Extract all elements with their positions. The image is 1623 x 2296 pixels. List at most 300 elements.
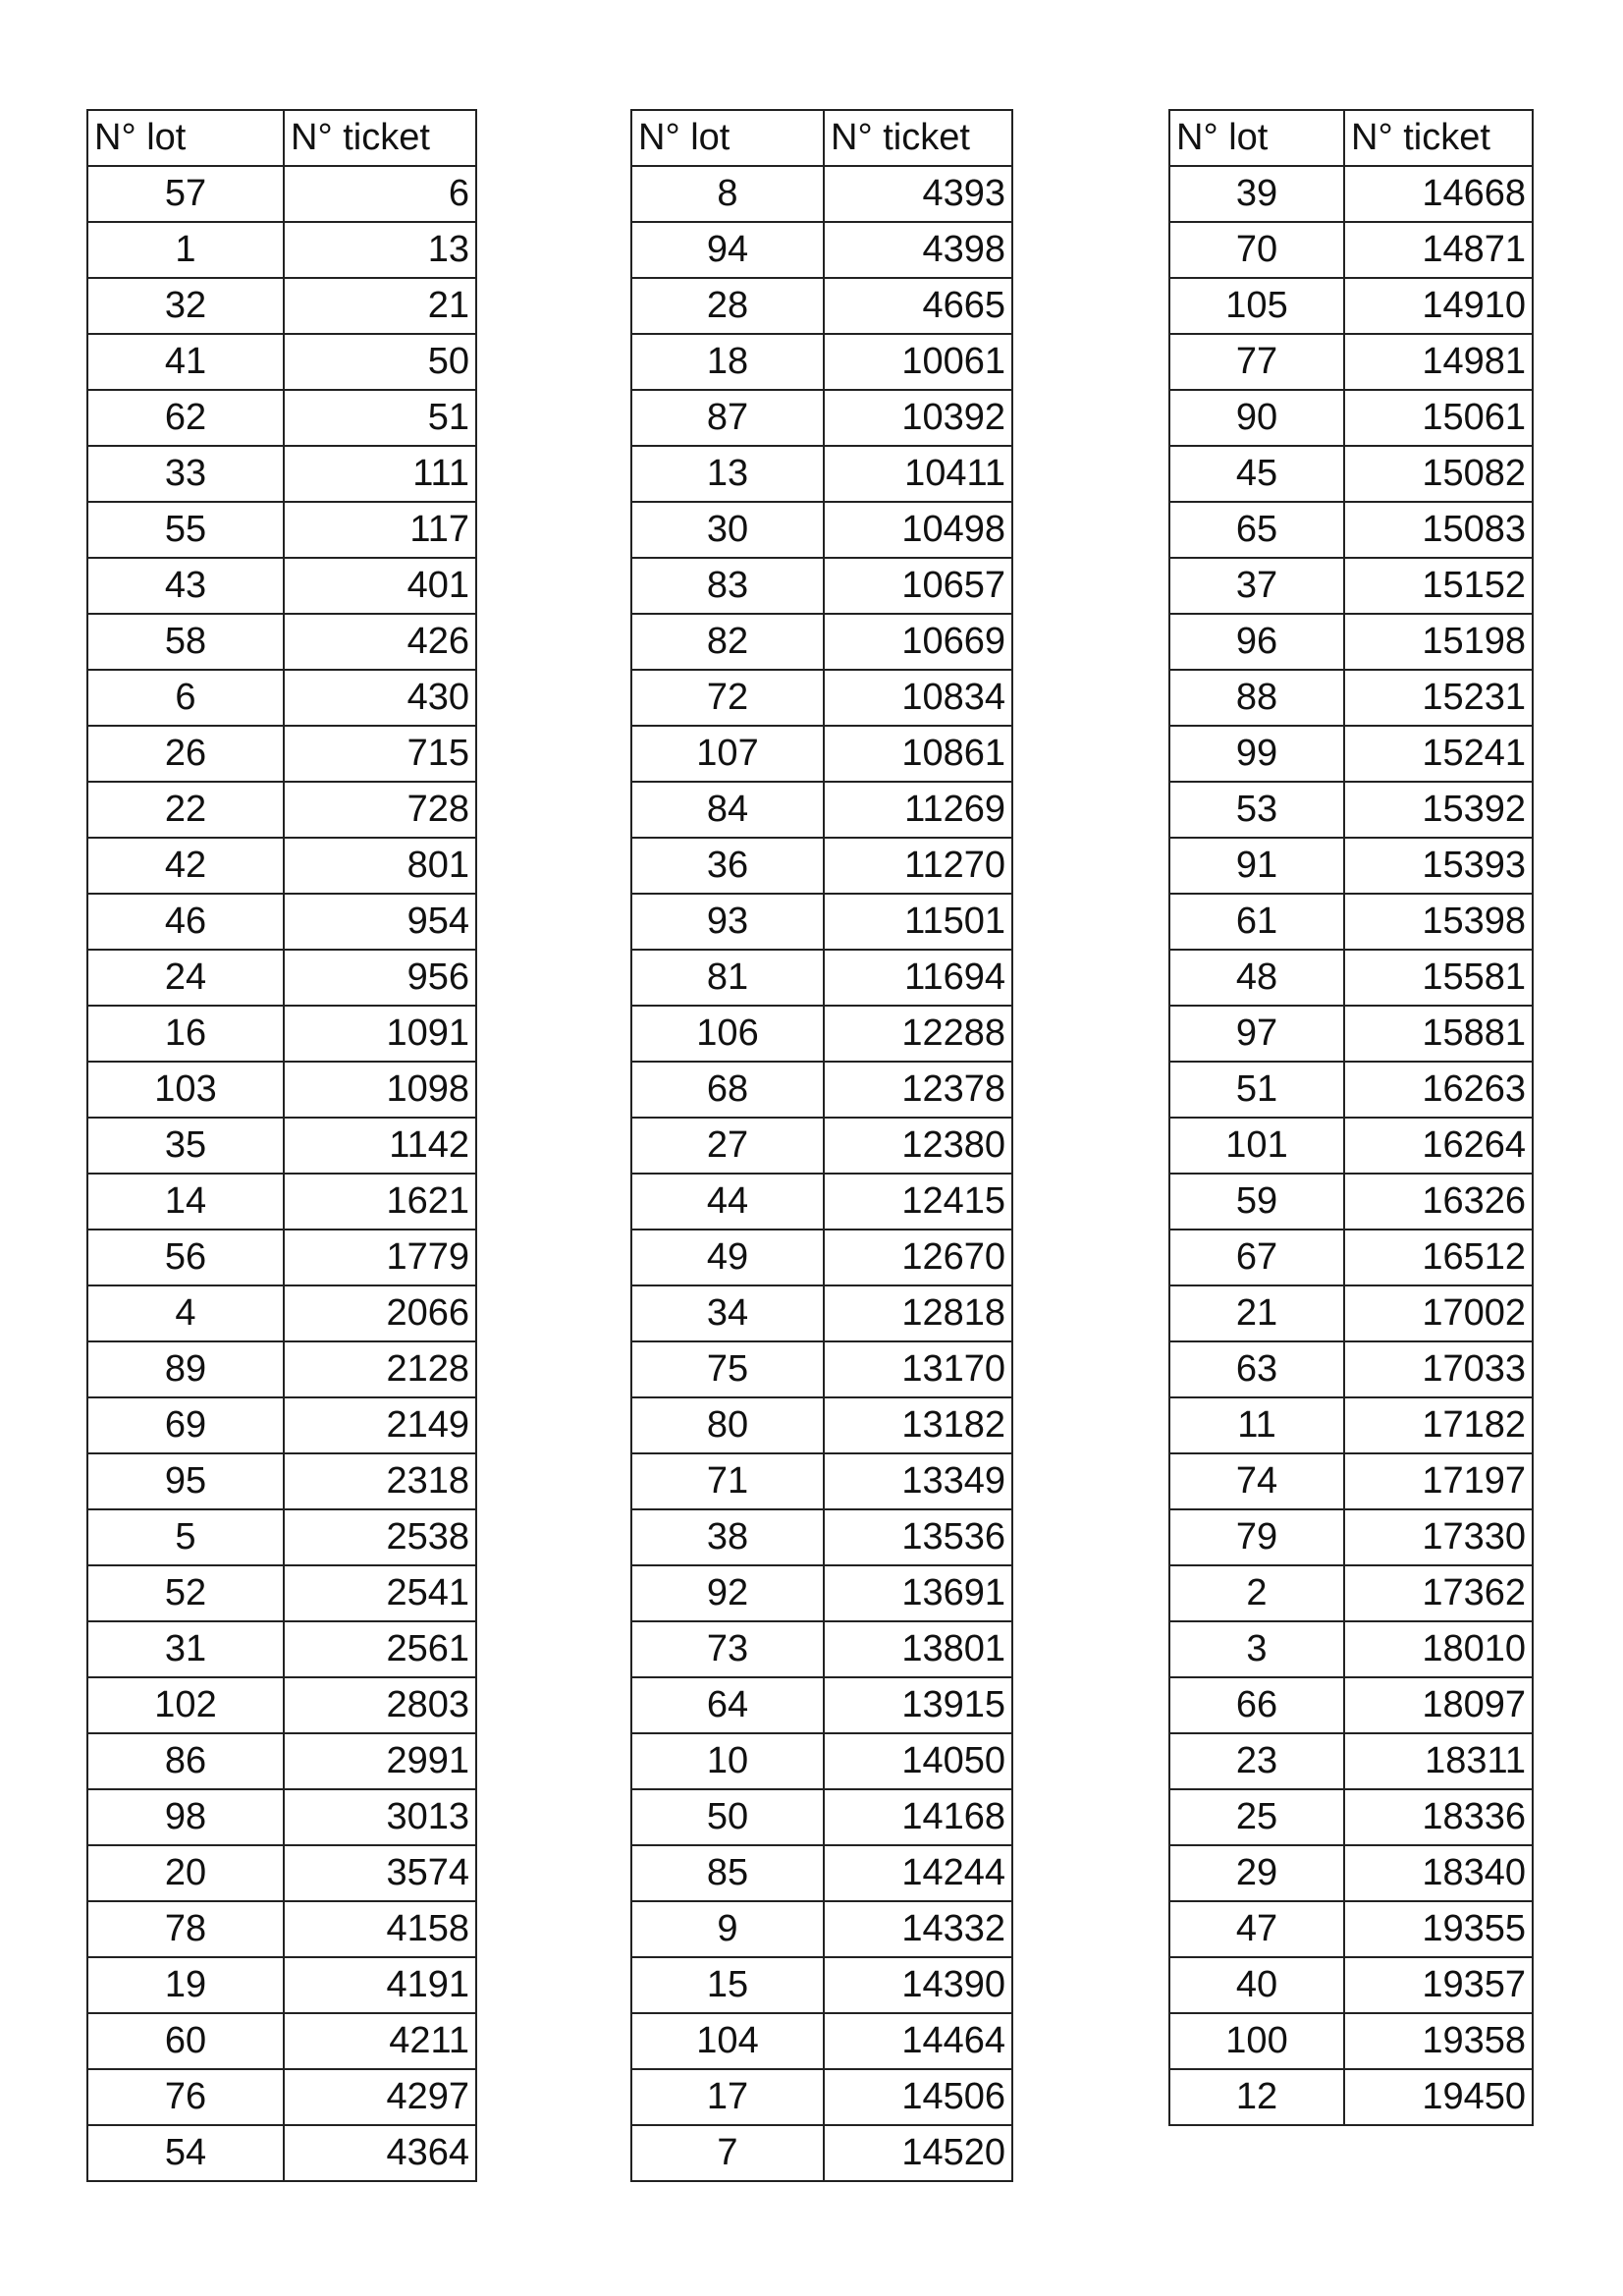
cell-lot-number: 23 <box>1169 1733 1344 1789</box>
table-row <box>631 1957 1012 2013</box>
cell-ticket-number: 15398 <box>1344 894 1533 950</box>
cell-ticket-number: 15393 <box>1344 838 1533 894</box>
cell-lot-number: 54 <box>87 2125 284 2181</box>
table-row <box>87 446 476 502</box>
table-row <box>631 558 1012 614</box>
table-row <box>631 1118 1012 1174</box>
cell-ticket-number: 4158 <box>284 1901 476 1957</box>
cell-lot-number: 5 <box>87 1509 284 1565</box>
cell-ticket-number: 19450 <box>1344 2069 1533 2125</box>
cell-lot-number: 71 <box>631 1453 824 1509</box>
header-lot: N° lot <box>1169 110 1344 166</box>
cell-lot-number: 96 <box>1169 614 1344 670</box>
cell-ticket-number: 19358 <box>1344 2013 1533 2069</box>
cell-lot-number: 25 <box>1169 1789 1344 1845</box>
cell-ticket-number: 1142 <box>284 1118 476 1174</box>
table-row <box>631 1845 1012 1901</box>
table-row <box>631 1733 1012 1789</box>
cell-ticket-number: 21 <box>284 278 476 334</box>
cell-lot-number: 99 <box>1169 726 1344 782</box>
cell-lot-number: 20 <box>87 1845 284 1901</box>
table-row <box>1169 782 1533 838</box>
table-row <box>1169 1174 1533 1230</box>
cell-lot-number: 105 <box>1169 278 1344 334</box>
cell-ticket-number: 15231 <box>1344 670 1533 726</box>
header-ticket: N° ticket <box>824 110 1012 166</box>
cell-ticket-number: 16263 <box>1344 1062 1533 1118</box>
table-row <box>631 1341 1012 1397</box>
table-row <box>87 222 476 278</box>
cell-lot-number: 93 <box>631 894 824 950</box>
cell-lot-number: 62 <box>87 390 284 446</box>
table-row <box>87 782 476 838</box>
table-row <box>1169 166 1533 222</box>
table-row <box>631 782 1012 838</box>
table-row <box>87 670 476 726</box>
cell-ticket-number: 426 <box>284 614 476 670</box>
table-row <box>1169 390 1533 446</box>
cell-lot-number: 4 <box>87 1285 284 1341</box>
table-row <box>87 502 476 558</box>
cell-ticket-number: 2561 <box>284 1621 476 1677</box>
header-ticket: N° ticket <box>284 110 476 166</box>
cell-lot-number: 30 <box>631 502 824 558</box>
cell-lot-number: 1 <box>87 222 284 278</box>
cell-ticket-number: 14332 <box>824 1901 1012 1957</box>
table-row <box>87 1006 476 1062</box>
table-row <box>1169 614 1533 670</box>
table-row <box>1169 1957 1533 2013</box>
cell-ticket-number: 117 <box>284 502 476 558</box>
cell-ticket-number: 15581 <box>1344 950 1533 1006</box>
table-row <box>1169 2069 1533 2125</box>
cell-ticket-number: 2541 <box>284 1565 476 1621</box>
cell-ticket-number: 18336 <box>1344 1789 1533 1845</box>
cell-lot-number: 3 <box>1169 1621 1344 1677</box>
table-row <box>631 894 1012 950</box>
table-row <box>631 1230 1012 1285</box>
cell-lot-number: 106 <box>631 1006 824 1062</box>
cell-lot-number: 44 <box>631 1174 824 1230</box>
cell-ticket-number: 2318 <box>284 1453 476 1509</box>
cell-ticket-number: 14244 <box>824 1845 1012 1901</box>
table-row <box>87 1565 476 1621</box>
cell-ticket-number: 11270 <box>824 838 1012 894</box>
cell-ticket-number: 19355 <box>1344 1901 1533 1957</box>
table-row <box>1169 1397 1533 1453</box>
table-row <box>87 1677 476 1733</box>
table-row <box>87 1901 476 1957</box>
table-row <box>87 390 476 446</box>
table-row <box>87 1733 476 1789</box>
cell-lot-number: 6 <box>87 670 284 726</box>
cell-ticket-number: 2128 <box>284 1341 476 1397</box>
cell-ticket-number: 14981 <box>1344 334 1533 390</box>
cell-ticket-number: 12288 <box>824 1006 1012 1062</box>
table-row <box>87 1509 476 1565</box>
table-row <box>1169 1453 1533 1509</box>
cell-lot-number: 50 <box>631 1789 824 1845</box>
table-row <box>631 2069 1012 2125</box>
cell-ticket-number: 18340 <box>1344 1845 1533 1901</box>
table-row <box>631 670 1012 726</box>
table-row <box>631 166 1012 222</box>
table-row <box>1169 1621 1533 1677</box>
cell-ticket-number: 11694 <box>824 950 1012 1006</box>
cell-lot-number: 15 <box>631 1957 824 2013</box>
cell-lot-number: 21 <box>1169 1285 1344 1341</box>
header-ticket: N° ticket <box>1344 110 1533 166</box>
table-row <box>631 1509 1012 1565</box>
cell-ticket-number: 15152 <box>1344 558 1533 614</box>
cell-ticket-number: 14464 <box>824 2013 1012 2069</box>
table-row <box>87 1062 476 1118</box>
cell-lot-number: 82 <box>631 614 824 670</box>
cell-lot-number: 57 <box>87 166 284 222</box>
cell-ticket-number: 14168 <box>824 1789 1012 1845</box>
table-row <box>1169 1677 1533 1733</box>
table-row <box>631 838 1012 894</box>
cell-lot-number: 32 <box>87 278 284 334</box>
table-row <box>87 1621 476 1677</box>
cell-ticket-number: 17182 <box>1344 1397 1533 1453</box>
cell-lot-number: 28 <box>631 278 824 334</box>
table-row <box>1169 726 1533 782</box>
cell-lot-number: 24 <box>87 950 284 1006</box>
table-row <box>1169 1118 1533 1174</box>
table-row <box>631 446 1012 502</box>
cell-lot-number: 78 <box>87 1901 284 1957</box>
cell-lot-number: 46 <box>87 894 284 950</box>
cell-lot-number: 87 <box>631 390 824 446</box>
table-row <box>1169 1285 1533 1341</box>
table-row <box>1169 334 1533 390</box>
cell-ticket-number: 4398 <box>824 222 1012 278</box>
cell-ticket-number: 11269 <box>824 782 1012 838</box>
table-row <box>631 1565 1012 1621</box>
table-row <box>1169 1230 1533 1285</box>
cell-lot-number: 52 <box>87 1565 284 1621</box>
cell-lot-number: 42 <box>87 838 284 894</box>
table-row <box>87 1230 476 1285</box>
cell-ticket-number: 14050 <box>824 1733 1012 1789</box>
table-row <box>87 838 476 894</box>
cell-lot-number: 101 <box>1169 1118 1344 1174</box>
table-row <box>631 1901 1012 1957</box>
cell-ticket-number: 10411 <box>824 446 1012 502</box>
table-header-row <box>631 110 1012 166</box>
cell-lot-number: 60 <box>87 2013 284 2069</box>
cell-ticket-number: 12818 <box>824 1285 1012 1341</box>
table-row <box>631 1453 1012 1509</box>
cell-lot-number: 69 <box>87 1397 284 1453</box>
cell-ticket-number: 16264 <box>1344 1118 1533 1174</box>
cell-ticket-number: 3574 <box>284 1845 476 1901</box>
table-row <box>631 2125 1012 2181</box>
cell-ticket-number: 2066 <box>284 1285 476 1341</box>
header-lot: N° lot <box>631 110 824 166</box>
table-row <box>87 2125 476 2181</box>
cell-ticket-number: 4297 <box>284 2069 476 2125</box>
table-row <box>1169 1006 1533 1062</box>
cell-lot-number: 86 <box>87 1733 284 1789</box>
table-row <box>87 1118 476 1174</box>
table-row <box>1169 950 1533 1006</box>
cell-ticket-number: 15061 <box>1344 390 1533 446</box>
table-row <box>631 614 1012 670</box>
cell-ticket-number: 17330 <box>1344 1509 1533 1565</box>
cell-ticket-number: 11501 <box>824 894 1012 950</box>
cell-lot-number: 68 <box>631 1062 824 1118</box>
table-row <box>87 726 476 782</box>
cell-ticket-number: 14390 <box>824 1957 1012 2013</box>
cell-lot-number: 40 <box>1169 1957 1344 2013</box>
cell-ticket-number: 1779 <box>284 1230 476 1285</box>
cell-ticket-number: 6 <box>284 166 476 222</box>
cell-lot-number: 89 <box>87 1341 284 1397</box>
cell-ticket-number: 1091 <box>284 1006 476 1062</box>
table-row <box>631 222 1012 278</box>
cell-lot-number: 22 <box>87 782 284 838</box>
cell-lot-number: 51 <box>1169 1062 1344 1118</box>
cell-lot-number: 85 <box>631 1845 824 1901</box>
cell-lot-number: 59 <box>1169 1174 1344 1230</box>
cell-lot-number: 95 <box>87 1453 284 1509</box>
cell-ticket-number: 954 <box>284 894 476 950</box>
table-row <box>87 1453 476 1509</box>
cell-ticket-number: 13182 <box>824 1397 1012 1453</box>
cell-lot-number: 73 <box>631 1621 824 1677</box>
table-row <box>1169 558 1533 614</box>
cell-lot-number: 31 <box>87 1621 284 1677</box>
cell-lot-number: 17 <box>631 2069 824 2125</box>
cell-ticket-number: 12670 <box>824 1230 1012 1285</box>
table-row <box>1169 838 1533 894</box>
cell-lot-number: 97 <box>1169 1006 1344 1062</box>
cell-ticket-number: 19357 <box>1344 1957 1533 2013</box>
cell-lot-number: 49 <box>631 1230 824 1285</box>
cell-lot-number: 65 <box>1169 502 1344 558</box>
cell-lot-number: 58 <box>87 614 284 670</box>
table-row <box>631 726 1012 782</box>
cell-ticket-number: 1098 <box>284 1062 476 1118</box>
cell-ticket-number: 10392 <box>824 390 1012 446</box>
cell-lot-number: 88 <box>1169 670 1344 726</box>
cell-lot-number: 27 <box>631 1118 824 1174</box>
cell-ticket-number: 728 <box>284 782 476 838</box>
table-row <box>1169 2013 1533 2069</box>
table-header-row <box>87 110 476 166</box>
table-row <box>1169 502 1533 558</box>
cell-ticket-number: 4364 <box>284 2125 476 2181</box>
cell-lot-number: 91 <box>1169 838 1344 894</box>
cell-lot-number: 84 <box>631 782 824 838</box>
cell-ticket-number: 2991 <box>284 1733 476 1789</box>
table-row <box>1169 670 1533 726</box>
cell-lot-number: 33 <box>87 446 284 502</box>
cell-lot-number: 29 <box>1169 1845 1344 1901</box>
cell-ticket-number: 51 <box>284 390 476 446</box>
cell-lot-number: 12 <box>1169 2069 1344 2125</box>
cell-ticket-number: 17033 <box>1344 1341 1533 1397</box>
cell-lot-number: 53 <box>1169 782 1344 838</box>
cell-ticket-number: 15241 <box>1344 726 1533 782</box>
cell-lot-number: 2 <box>1169 1565 1344 1621</box>
cell-ticket-number: 10061 <box>824 334 1012 390</box>
table-row <box>631 950 1012 1006</box>
cell-ticket-number: 15198 <box>1344 614 1533 670</box>
header-lot: N° lot <box>87 110 284 166</box>
cell-lot-number: 103 <box>87 1062 284 1118</box>
table-row <box>1169 278 1533 334</box>
cell-lot-number: 63 <box>1169 1341 1344 1397</box>
cell-ticket-number: 10657 <box>824 558 1012 614</box>
table-row <box>87 1341 476 1397</box>
cell-lot-number: 98 <box>87 1789 284 1845</box>
table-header-row <box>1169 110 1533 166</box>
cell-lot-number: 67 <box>1169 1230 1344 1285</box>
cell-lot-number: 13 <box>631 446 824 502</box>
cell-lot-number: 66 <box>1169 1677 1344 1733</box>
cell-ticket-number: 10834 <box>824 670 1012 726</box>
table-row <box>87 894 476 950</box>
cell-ticket-number: 15083 <box>1344 502 1533 558</box>
cell-ticket-number: 14910 <box>1344 278 1533 334</box>
cell-ticket-number: 14668 <box>1344 166 1533 222</box>
table-row <box>631 390 1012 446</box>
cell-ticket-number: 17197 <box>1344 1453 1533 1509</box>
lot-ticket-table-2 <box>630 109 1013 2182</box>
table-row <box>87 1789 476 1845</box>
cell-lot-number: 38 <box>631 1509 824 1565</box>
table-row <box>87 166 476 222</box>
table-row <box>87 2069 476 2125</box>
cell-ticket-number: 801 <box>284 838 476 894</box>
cell-lot-number: 77 <box>1169 334 1344 390</box>
cell-lot-number: 100 <box>1169 2013 1344 2069</box>
cell-lot-number: 70 <box>1169 222 1344 278</box>
cell-lot-number: 48 <box>1169 950 1344 1006</box>
table-row <box>1169 894 1533 950</box>
cell-lot-number: 11 <box>1169 1397 1344 1453</box>
cell-lot-number: 92 <box>631 1565 824 1621</box>
cell-ticket-number: 15082 <box>1344 446 1533 502</box>
cell-ticket-number: 50 <box>284 334 476 390</box>
cell-ticket-number: 16326 <box>1344 1174 1533 1230</box>
cell-ticket-number: 12380 <box>824 1118 1012 1174</box>
cell-ticket-number: 13536 <box>824 1509 1012 1565</box>
cell-lot-number: 7 <box>631 2125 824 2181</box>
cell-ticket-number: 14520 <box>824 2125 1012 2181</box>
table-row <box>87 2013 476 2069</box>
cell-ticket-number: 3013 <box>284 1789 476 1845</box>
cell-lot-number: 37 <box>1169 558 1344 614</box>
cell-ticket-number: 2803 <box>284 1677 476 1733</box>
cell-ticket-number: 401 <box>284 558 476 614</box>
cell-ticket-number: 430 <box>284 670 476 726</box>
table-row <box>631 1062 1012 1118</box>
cell-ticket-number: 4393 <box>824 166 1012 222</box>
cell-ticket-number: 4211 <box>284 2013 476 2069</box>
cell-ticket-number: 2149 <box>284 1397 476 1453</box>
table-row <box>1169 1062 1533 1118</box>
cell-ticket-number: 2538 <box>284 1509 476 1565</box>
table-row <box>631 1174 1012 1230</box>
cell-ticket-number: 13349 <box>824 1453 1012 1509</box>
cell-lot-number: 74 <box>1169 1453 1344 1509</box>
cell-ticket-number: 12378 <box>824 1062 1012 1118</box>
table-row <box>1169 1565 1533 1621</box>
cell-ticket-number: 13 <box>284 222 476 278</box>
table-row <box>1169 1901 1533 1957</box>
cell-lot-number: 36 <box>631 838 824 894</box>
table-row <box>631 1621 1012 1677</box>
cell-ticket-number: 18097 <box>1344 1677 1533 1733</box>
cell-lot-number: 76 <box>87 2069 284 2125</box>
cell-ticket-number: 15881 <box>1344 1006 1533 1062</box>
cell-lot-number: 61 <box>1169 894 1344 950</box>
table-row <box>631 278 1012 334</box>
cell-lot-number: 107 <box>631 726 824 782</box>
cell-lot-number: 9 <box>631 1901 824 1957</box>
cell-lot-number: 72 <box>631 670 824 726</box>
cell-ticket-number: 13915 <box>824 1677 1012 1733</box>
cell-ticket-number: 10498 <box>824 502 1012 558</box>
cell-lot-number: 43 <box>87 558 284 614</box>
cell-lot-number: 47 <box>1169 1901 1344 1957</box>
lot-ticket-table-1 <box>86 109 477 2182</box>
cell-lot-number: 81 <box>631 950 824 1006</box>
cell-lot-number: 26 <box>87 726 284 782</box>
cell-ticket-number: 956 <box>284 950 476 1006</box>
cell-lot-number: 39 <box>1169 166 1344 222</box>
cell-lot-number: 19 <box>87 1957 284 2013</box>
table-row <box>87 1397 476 1453</box>
cell-lot-number: 94 <box>631 222 824 278</box>
table-row <box>87 950 476 1006</box>
cell-ticket-number: 10669 <box>824 614 1012 670</box>
table-row <box>631 1285 1012 1341</box>
table-row <box>1169 1845 1533 1901</box>
cell-ticket-number: 111 <box>284 446 476 502</box>
cell-ticket-number: 18010 <box>1344 1621 1533 1677</box>
table-row <box>87 1957 476 2013</box>
cell-lot-number: 10 <box>631 1733 824 1789</box>
cell-ticket-number: 13801 <box>824 1621 1012 1677</box>
cell-lot-number: 64 <box>631 1677 824 1733</box>
cell-lot-number: 35 <box>87 1118 284 1174</box>
cell-ticket-number: 14871 <box>1344 222 1533 278</box>
table-row <box>87 1845 476 1901</box>
table-row <box>1169 1509 1533 1565</box>
table-row <box>631 1006 1012 1062</box>
cell-lot-number: 79 <box>1169 1509 1344 1565</box>
table-row <box>87 614 476 670</box>
cell-ticket-number: 1621 <box>284 1174 476 1230</box>
cell-ticket-number: 13691 <box>824 1565 1012 1621</box>
cell-ticket-number: 4191 <box>284 1957 476 2013</box>
table-row <box>87 558 476 614</box>
table-row <box>631 1397 1012 1453</box>
table-row <box>1169 1789 1533 1845</box>
cell-ticket-number: 4665 <box>824 278 1012 334</box>
cell-ticket-number: 17002 <box>1344 1285 1533 1341</box>
table-row <box>87 278 476 334</box>
cell-lot-number: 104 <box>631 2013 824 2069</box>
table-row <box>87 334 476 390</box>
cell-ticket-number: 17362 <box>1344 1565 1533 1621</box>
table-row <box>1169 446 1533 502</box>
